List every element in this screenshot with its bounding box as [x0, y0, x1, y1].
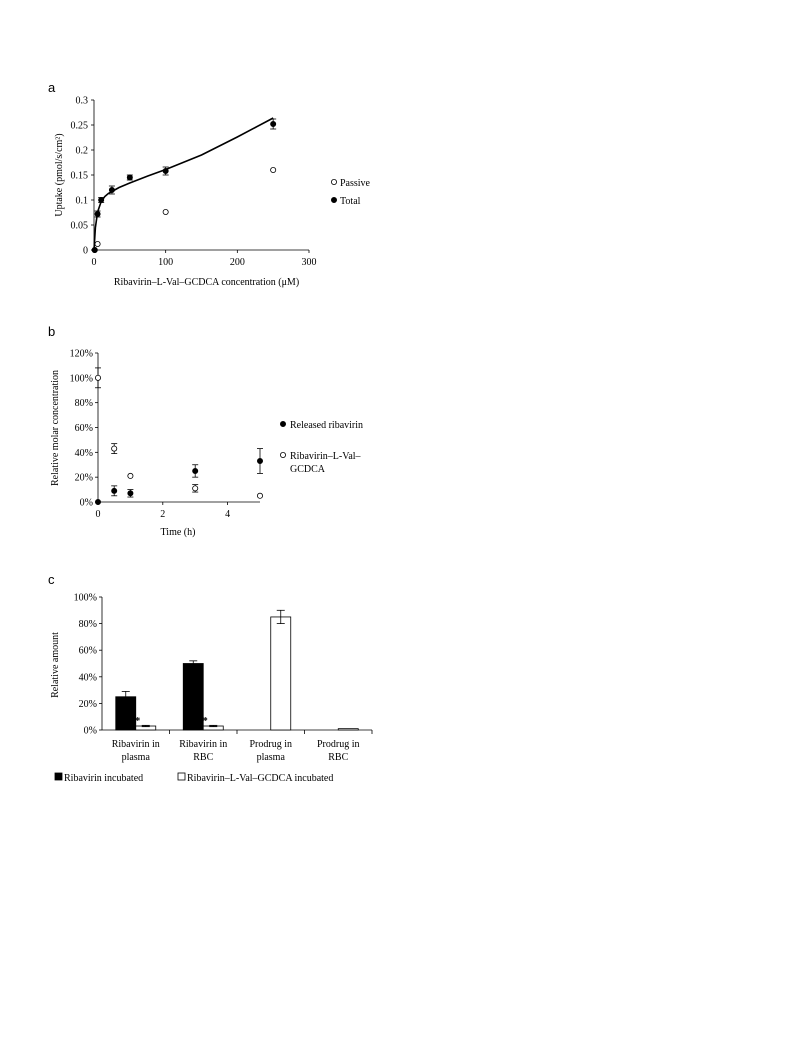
- panel-a-y-tick-label: 0.3: [75, 95, 88, 107]
- panel-c-category-label: Prodrug in: [317, 739, 360, 750]
- panel-a-y-tick-label: 0.05: [70, 220, 88, 232]
- panel-b-released-point: [257, 458, 262, 463]
- panel-b-x-tick-label: 4: [225, 509, 231, 520]
- panel-b-y-tick-label: 40%: [74, 447, 93, 459]
- panel-b-x-tick-label: 0: [95, 509, 101, 520]
- panel-a-total-point: [271, 121, 276, 126]
- panel-a-x-tick-label: 200: [229, 257, 245, 268]
- panel-c-y-tick-label: 80%: [78, 619, 97, 631]
- panel-b-x-tick-label: 2: [160, 509, 166, 520]
- panel-a-x-axis-label: Ribavirin–L-Val–GCDCA concentration (μM): [113, 277, 300, 288]
- panel-a-passive-point: [271, 167, 276, 172]
- panel-c-category-label: plasma: [256, 752, 285, 763]
- panel-a-x-tick-label: 0: [91, 257, 97, 268]
- panel-c-category-label: Ribavirin in: [111, 739, 160, 750]
- panel-a-chart: [54, 96, 371, 289]
- panel-a-x-tick-label: 300: [301, 257, 317, 268]
- panel-a-total-point: [92, 247, 97, 252]
- panel-a-y-tick-label: 0.15: [70, 170, 88, 182]
- panel-a-y-axis-label: Uptake (pmol/s/cm²): [54, 133, 65, 217]
- panel-c-bar-prodrug-incubated: [271, 617, 291, 730]
- panel-b-released-point: [95, 499, 100, 504]
- panel-b-y-tick-label: 120%: [69, 348, 93, 360]
- panel-c-y-tick-label: 0%: [83, 725, 97, 737]
- panel-c-bar-prodrug-incubated: [338, 729, 358, 730]
- panel-a-y-tick-label: 0.2: [75, 145, 88, 157]
- panel-c-chart: [50, 593, 372, 785]
- panel-c-category-label: Prodrug in: [249, 739, 292, 750]
- panel-a-y-tick-label: 0.1: [75, 195, 88, 207]
- panel-c-category-label: RBC: [328, 752, 349, 763]
- panel-a-legend-label: Passive: [340, 178, 370, 189]
- panel-b-prodrug-point: [128, 473, 133, 478]
- panel-b-x-axis-label: Time (h): [160, 527, 196, 538]
- panel-a-x-tick-label: 100: [158, 257, 174, 268]
- panel-b-y-axis-label: Relative molar concentration: [50, 369, 61, 487]
- panel-c-y-tick-label: 60%: [78, 645, 97, 657]
- panel-b-y-tick-label: 0%: [79, 497, 93, 509]
- panel-c-y-axis-label: Relative amount: [50, 632, 61, 698]
- panel-a-total-point: [109, 187, 114, 192]
- panel-c-y-tick-label: 20%: [78, 698, 97, 710]
- panel-a-total-point: [127, 175, 132, 180]
- panel-a-fit-line: [94, 118, 273, 250]
- panel-b-legend-marker: [280, 421, 285, 426]
- panel-b-released-point: [112, 488, 117, 493]
- panel-a-passive-point: [95, 241, 100, 246]
- panel-a-passive-point: [163, 209, 168, 214]
- panel-c-y-tick-label: 40%: [78, 672, 97, 684]
- panel-b-released-point: [193, 468, 198, 473]
- panel-a-total-point: [95, 211, 100, 216]
- panel-c-legend-swatch: [55, 773, 62, 780]
- panel-c-legend-label: Ribavirin–L-Val–GCDCA incubated: [187, 773, 334, 784]
- panel-letter-c: c: [48, 572, 55, 587]
- panel-b-legend-label: Released ribavirin: [290, 420, 364, 431]
- panel-letter-b: b: [48, 324, 56, 339]
- panel-c-significance-star: *: [135, 716, 141, 728]
- panel-c-y-tick-label: 100%: [73, 592, 97, 604]
- panel-c-legend-swatch: [178, 773, 185, 780]
- panel-a-total-point: [163, 168, 168, 173]
- panel-b-released-point: [128, 491, 133, 496]
- panel-b-y-tick-label: 100%: [69, 373, 93, 385]
- panel-c-category-label: Ribavirin in: [179, 739, 228, 750]
- panel-letter-a: a: [48, 80, 56, 95]
- panel-b-y-tick-label: 80%: [74, 398, 93, 410]
- panel-c-significance-star: *: [202, 716, 208, 728]
- panel-c-category-label: plasma: [121, 752, 150, 763]
- panel-b-chart: [50, 349, 363, 539]
- panel-b-prodrug-point: [193, 486, 198, 491]
- panel-b-y-tick-label: 20%: [74, 472, 93, 484]
- panel-c-bar-ribavirin-incubated: [183, 664, 203, 731]
- panel-b-prodrug-point: [257, 493, 262, 498]
- panel-a-total-point: [99, 197, 104, 202]
- panel-b-prodrug-point: [112, 446, 117, 451]
- panel-a-y-tick-label: 0: [83, 245, 88, 257]
- panel-a-legend-marker: [331, 179, 336, 184]
- panel-b-y-tick-label: 60%: [74, 423, 93, 434]
- panel-a-legend-label: Total: [340, 196, 361, 207]
- panel-b-legend-label-line1: Ribavirin–L-Val–: [290, 451, 361, 462]
- panel-b-legend-label-line2: GCDCA: [290, 464, 326, 475]
- panel-a-legend-marker: [331, 197, 336, 202]
- panel-a-y-tick-label: 0.25: [70, 120, 88, 132]
- panel-c-legend-label: Ribavirin incubated: [64, 773, 144, 784]
- panel-c-category-label: RBC: [193, 752, 214, 763]
- panel-b-prodrug-point: [95, 375, 100, 380]
- panel-b-legend-marker: [280, 452, 285, 457]
